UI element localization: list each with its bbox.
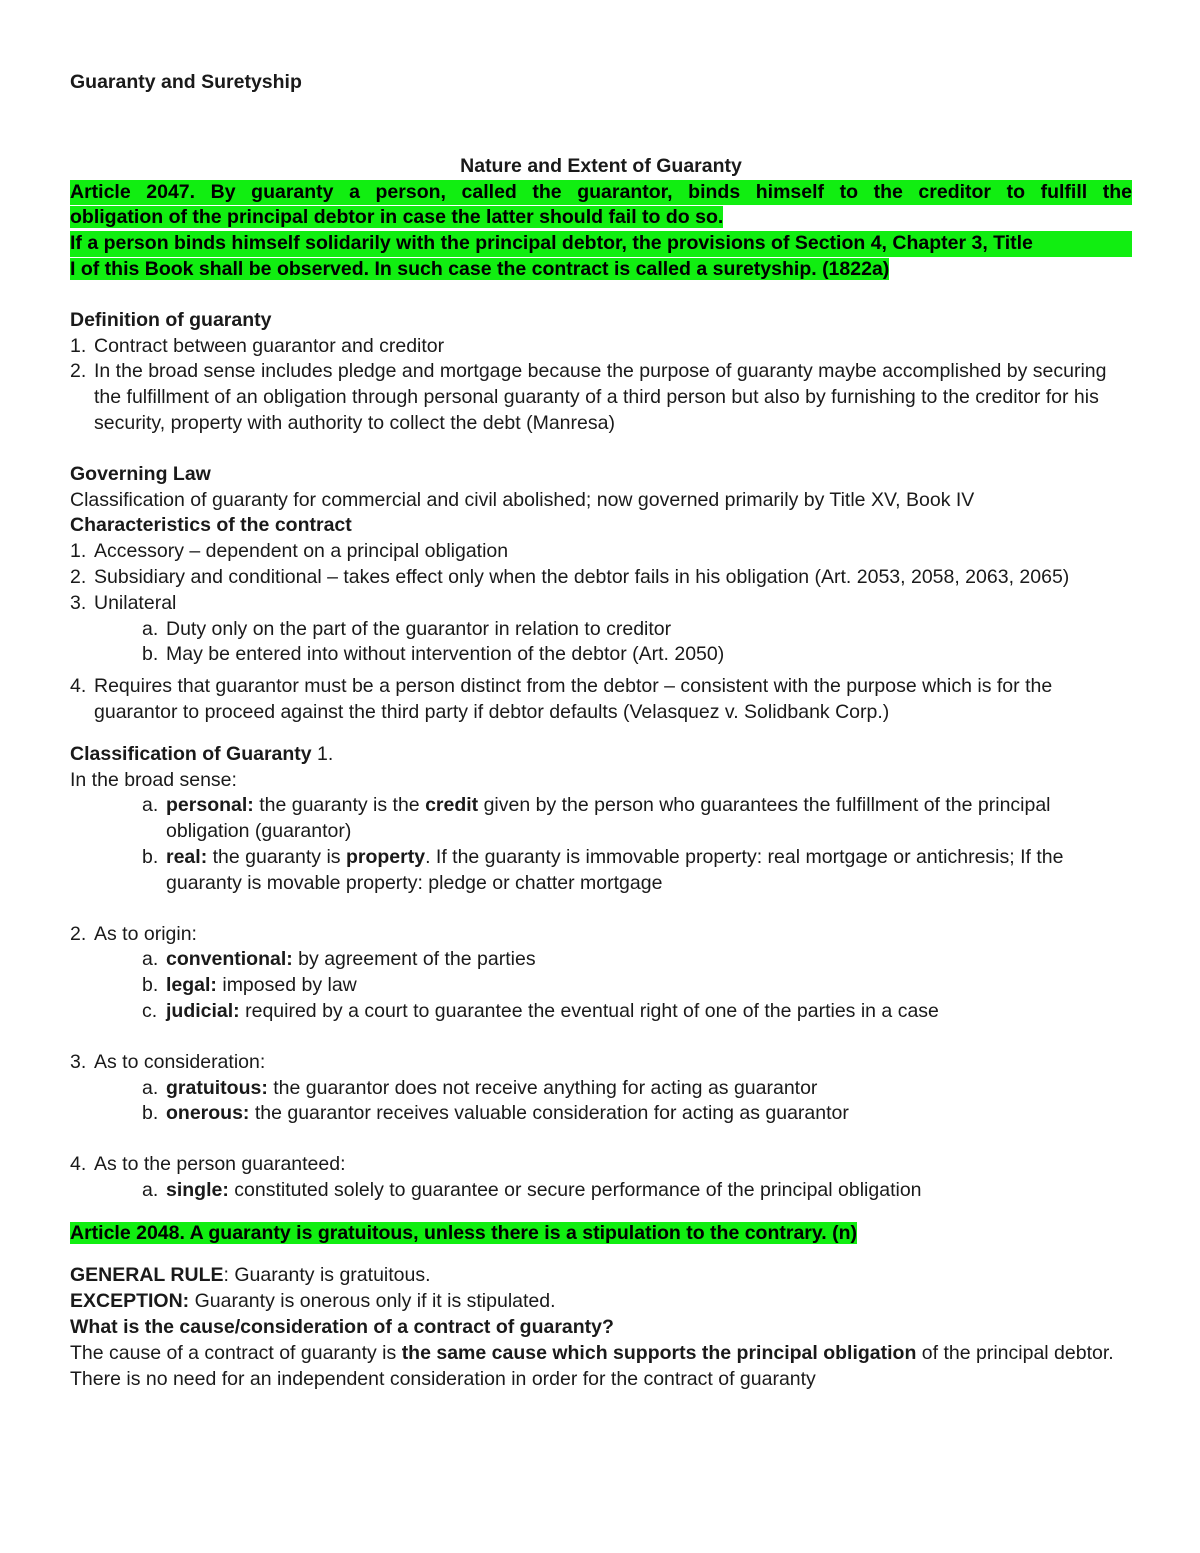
- text-part: The cause of a contract of guaranty is: [70, 1341, 402, 1364]
- document-title: Guaranty and Suretyship: [70, 71, 302, 93]
- spacer: [70, 1204, 1132, 1221]
- item-text: [166, 845, 1132, 897]
- spacer: [70, 1246, 1132, 1263]
- origin-list: [70, 947, 1132, 1024]
- characteristics-list: [70, 539, 1132, 726]
- term: real:: [166, 845, 208, 868]
- item-letter: b.: [142, 1102, 159, 1125]
- sub-list-item: [70, 642, 1132, 668]
- governing-law-heading: Governing Law: [70, 462, 211, 485]
- item-number: 3.: [70, 1050, 87, 1073]
- sub-list-item: [70, 845, 1132, 897]
- spacer: [70, 437, 1132, 462]
- exception-text: Guaranty is onerous only if it is stipulated.: [189, 1290, 556, 1313]
- item-text: In the broad sense includes pledge and mortgage because the purpose of guaranty maybe accomplished by securing the fulfillment of an obligation through personal guaranty of a third person but also by furnishing to the creditor for his security, property with authority to collect the debt (Manresa): [94, 360, 1107, 434]
- term: gratuitous:: [166, 1076, 268, 1099]
- list-item: [70, 674, 1132, 726]
- item-number: 2.: [70, 565, 87, 588]
- item-letter: a.: [142, 948, 159, 971]
- list-item: [70, 1152, 1132, 1178]
- person-list: [70, 1178, 1132, 1204]
- definition-list: [70, 334, 1132, 437]
- item-number: 1.: [70, 334, 87, 357]
- document-page: [70, 70, 1132, 1392]
- text-part: the guarantor receives valuable consideration for acting as guarantor: [249, 1102, 849, 1125]
- sub-list-item: [70, 1101, 1132, 1127]
- item-text: [166, 947, 1132, 973]
- item-text: [166, 1178, 1132, 1204]
- list-item: [70, 591, 1132, 617]
- classification-heading: Classification of Guaranty: [70, 742, 312, 765]
- article-2048: Article 2048. A guaranty is gratuitous, unless there is a stipulation to the contrary. (n): [70, 1221, 858, 1244]
- list-item: [70, 334, 1132, 360]
- sub-list-item: [70, 973, 1132, 999]
- list-item: [70, 922, 1132, 948]
- sub-list-item: [70, 947, 1132, 973]
- article-2047-line-4-wrap: [70, 257, 1132, 283]
- item-number: 2.: [70, 360, 87, 383]
- spacer: [70, 1025, 1132, 1050]
- general-rule-line: [70, 1263, 1132, 1289]
- item-number: 4.: [70, 1153, 87, 1176]
- item-text: [166, 793, 1132, 845]
- sub-list-item: [70, 999, 1132, 1025]
- section-title: Nature and Extent of Guaranty: [460, 154, 742, 177]
- spacer: [70, 1127, 1132, 1152]
- term: single:: [166, 1178, 229, 1201]
- list-item: [70, 1050, 1132, 1076]
- item-text: May be entered into without intervention of the debtor (Art. 2050): [166, 643, 725, 666]
- item-text: [166, 1101, 1132, 1127]
- item-text: Requires that guarantor must be a person distinct from the debtor – consistent with the purpose which is for the guarantor to proceed against the third party if debtor defaults (Velasquez v. Solidbank Corp.): [94, 675, 1053, 723]
- item-letter: a.: [142, 617, 159, 640]
- item-letter: a.: [142, 1178, 159, 1201]
- list-item: [70, 565, 1132, 591]
- item-letter: b.: [142, 845, 159, 868]
- term: conventional:: [166, 948, 293, 971]
- classification-heading-line: [70, 742, 1132, 768]
- item-text: Duty only on the part of the guarantor in relation to creditor: [166, 617, 672, 640]
- keyword: the same cause which supports the principal obligation: [401, 1341, 917, 1364]
- article-2047-line-1: Article 2047. By guaranty a person, called the guarantor, binds himself to the creditor to fulfill the: [70, 180, 1132, 206]
- spacer: [70, 897, 1132, 922]
- text-part: . If the guaranty is immovable property: real mortgage or antichresis; If the guaranty is movable property: pledge or chatter mortgage: [166, 845, 1064, 894]
- list-item: [70, 539, 1132, 565]
- item-letter: b.: [142, 643, 159, 666]
- article-2047-line-3: If a person binds himself solidarily with the principal debtor, the provisions of Section 4, Chapter 3, Title: [70, 231, 1132, 257]
- article-2047-block: [70, 180, 1132, 283]
- item-text: As to origin:: [94, 922, 197, 945]
- text-part: the guarantor does not receive anything for acting as guarantor: [267, 1076, 818, 1099]
- sub-list-item: [70, 1178, 1132, 1204]
- item-number: 1.: [70, 540, 87, 563]
- spacer: [70, 283, 1132, 308]
- general-rule-text: : Guaranty is gratuitous.: [223, 1264, 431, 1287]
- cause-question: What is the cause/consideration of a contract of guaranty?: [70, 1316, 614, 1339]
- article-2048-wrap: [70, 1221, 1132, 1247]
- general-rule-label: GENERAL RULE: [70, 1264, 224, 1287]
- term: judicial:: [166, 999, 240, 1022]
- item-number: 4.: [70, 675, 87, 698]
- sub-list-item: [70, 617, 1132, 643]
- term: personal:: [166, 794, 254, 817]
- text-part: by agreement of the parties: [292, 948, 536, 971]
- item-letter: a.: [142, 1076, 159, 1099]
- item-text: Subsidiary and conditional – takes effect only when the debtor fails in his obligation (Art. 2053, 2058, 2063, 2065): [94, 565, 1070, 588]
- term: legal:: [166, 974, 217, 997]
- exception-label: EXCEPTION:: [70, 1290, 190, 1313]
- item-text: As to consideration:: [94, 1050, 266, 1073]
- broad-sense-label: In the broad sense:: [70, 768, 237, 791]
- item-text: [166, 973, 1132, 999]
- list-item: [70, 359, 1132, 436]
- sub-list-item: [70, 1076, 1132, 1102]
- classification-heading-number: 1.: [311, 742, 334, 765]
- keyword: property: [345, 845, 426, 868]
- item-text: [166, 999, 1132, 1025]
- text-part: the guaranty is the: [253, 794, 426, 817]
- spacer: [70, 726, 1132, 742]
- item-text: [166, 1076, 1132, 1102]
- item-number: 2.: [70, 922, 87, 945]
- text-part: constituted solely to guarantee or secure performance of the principal obligation: [228, 1178, 922, 1201]
- term: onerous:: [166, 1102, 250, 1125]
- governing-law-text: Classification of guaranty for commercial and civil abolished; now governed primarily by Title XV, Book IV: [70, 488, 975, 511]
- item-text: Contract between guarantor and creditor: [94, 334, 445, 357]
- characteristics-heading: Characteristics of the contract: [70, 514, 352, 537]
- text-part: the guaranty is: [207, 845, 346, 868]
- article-2047-line-2: obligation of the principal debtor in case the latter should fail to do so.: [70, 206, 724, 229]
- item-letter: b.: [142, 974, 159, 997]
- spacer: [70, 96, 1132, 154]
- text-part: required by a court to guarantee the eventual right of one of the parties in a case: [239, 999, 939, 1022]
- article-2047-line-4: I of this Book shall be observed. In such case the contract is called a suretyship. (1822a): [70, 257, 890, 280]
- article-2047-line-2-wrap: [70, 205, 1132, 231]
- item-text: Unilateral: [94, 591, 177, 614]
- cause-answer: [70, 1341, 1132, 1393]
- broad-sense-list: [70, 793, 1132, 896]
- keyword: credit: [425, 794, 479, 817]
- sub-list-item: [70, 793, 1132, 845]
- exception-line: [70, 1289, 1132, 1315]
- item-text: As to the person guaranteed:: [94, 1153, 346, 1176]
- item-text: Accessory – dependent on a principal obligation: [94, 540, 509, 563]
- item-number: 3.: [70, 591, 87, 614]
- item-letter: a.: [142, 794, 159, 817]
- definition-heading: Definition of guaranty: [70, 308, 272, 331]
- item-letter: c.: [142, 999, 158, 1022]
- text-part: of the principal debtor. There is no need for an independent consideration in order for the contract of guaranty: [70, 1341, 1114, 1390]
- text-part: imposed by law: [216, 974, 357, 997]
- text-part: given by the person who guarantees the fulfillment of the principal obligation (guarantor): [166, 794, 1051, 843]
- consideration-list: [70, 1076, 1132, 1128]
